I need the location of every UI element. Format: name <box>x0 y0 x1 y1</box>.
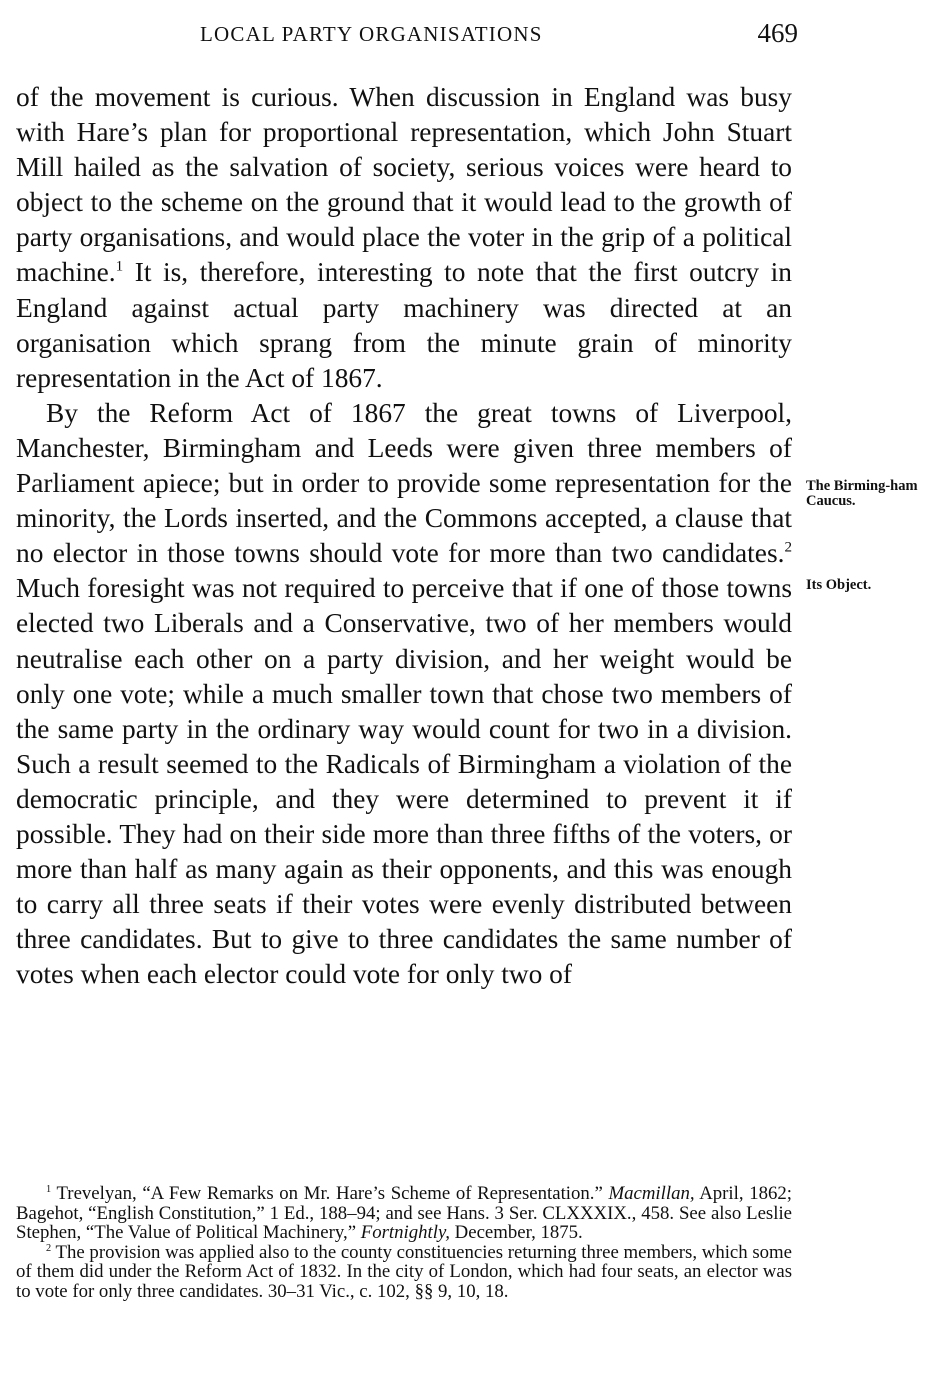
page-number: 469 <box>757 18 798 48</box>
footnote-ref[interactable]: 1 <box>115 258 124 275</box>
footnotes <box>16 1184 792 1301</box>
body-text <box>16 80 792 992</box>
running-header <box>200 16 798 52</box>
footnote: $^1$ Trevelyan, “A Few Remarks on Mr. Hare’s Scheme of Representation.” Macmillan, April, 1862; Bagehot, “English Constitution,” 1 Ed., 188–94; and see Hans. 3 Ser. CLXXXIX., 458. See also Leslie Stephen, “The Value of Political Machinery,” Fortnightly, December, 1875. <box>16 1183 792 1243</box>
margin-note-its-object: Its Object. <box>806 577 872 593</box>
paragraph: of the movement is curious. When discussion in England was busy with Hare’s plan for proportional representation, which John Stuart Mill hailed as the salvation of society, serious voices were heard to object to the scheme on the ground that it would lead to the growth of party organisations, and would place the voter in the grip of a political machine.$^1$ It is, therefore, interesting to note that the first outcry in England against actual party machinery was directed at an organisation which sprang from the minute grain of minority representation in the Act of 1867. <box>16 82 792 393</box>
margin-note-birmingham-caucus: The Birming-ham Caucus. <box>806 478 918 509</box>
running-title: LOCAL PARTY ORGANISATIONS <box>200 22 543 46</box>
footnote: $^2$ The provision was applied also to the county constituencies returning three members, which some of them did under the Reform Act of 1832. In the city of London, which had four seats, an elector was to vote for only three candidates. 30–31 Vic., c. 102, §§ 9, 10, 18. <box>16 1241 792 1302</box>
footnote-ref[interactable]: 2 <box>784 539 792 556</box>
footnote-mark: 2 <box>46 1242 52 1254</box>
footnote-mark: 1 <box>46 1183 52 1195</box>
paragraph: By the Reform Act of 1867 the great towns of Liverpool, Manchester, Birmingham and Leeds were given three members of Parliament apiece; but in order to provide some representation for the minority, the Lords inserted, and the Commons accepted, a clause that no elector in those towns should vote for more than two candidates.$^2$ Much foresight was not required to perceive that if one of those towns elected two Liberals and a Conservative, two of her members would neutralise each other on a party division, and her weight would be only one vote; while a much smaller town that chose two members of the same party in the ordinary way would count for two in a division. Such a result seemed to the Radicals of Birmingham a violation of the democratic principle, and they were determined to prevent it if possible. They had on their side more than three fifths of the voters, or more than half as many again as their opponents, and this was enough to carry all three seats if their votes were evenly distributed between three candidates. But to give to three candidates the same number of votes when each elector could vote for only two of <box>16 397 792 990</box>
